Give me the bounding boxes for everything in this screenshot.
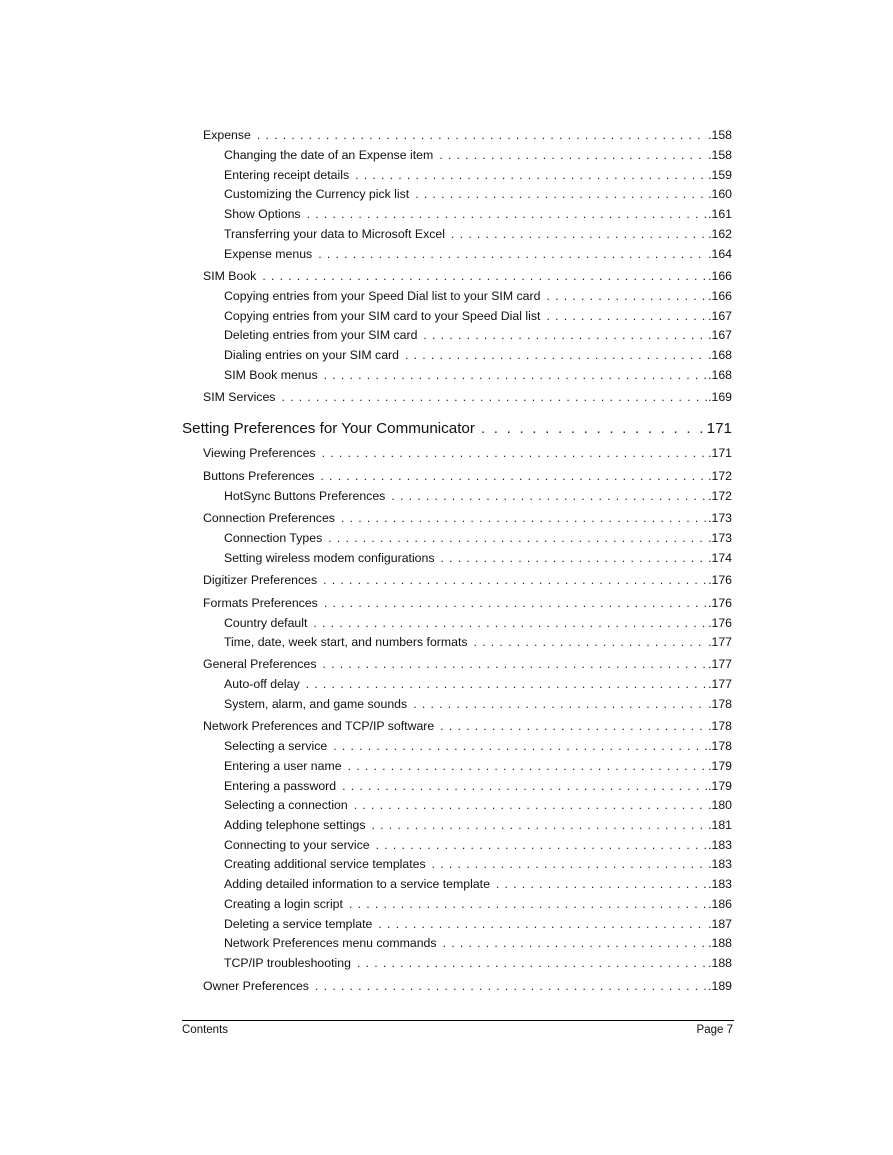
- entry-title: Digitizer Preferences: [203, 573, 318, 587]
- entry-page-number: .183: [708, 838, 732, 852]
- entry-title: Owner Preferences: [203, 979, 309, 993]
- entry-page-number: .178: [708, 697, 732, 711]
- entry-page-number: .160: [708, 187, 732, 201]
- toc-subsection-entry[interactable]: [224, 838, 732, 852]
- toc-subsection-entry[interactable]: [224, 328, 732, 342]
- entry-title: Buttons Preferences: [203, 469, 315, 483]
- toc-section-entry[interactable]: [203, 269, 732, 283]
- dot-leader: [474, 635, 708, 649]
- entry-page-number: .179: [708, 759, 732, 773]
- toc-chapter-entry[interactable]: [182, 420, 732, 437]
- dot-leader: [328, 531, 707, 545]
- toc-section-entry[interactable]: [203, 511, 732, 525]
- footer-page-number: Page 7: [696, 1024, 733, 1036]
- dot-leader: [405, 348, 707, 362]
- toc-subsection-entry[interactable]: [224, 227, 732, 241]
- entry-page-number: .158: [708, 148, 732, 162]
- dot-leader: [324, 596, 707, 610]
- entry-title: Connecting to your service: [224, 838, 370, 852]
- toc-subsection-entry[interactable]: [224, 489, 732, 503]
- dot-leader: [315, 979, 707, 993]
- dot-leader: [372, 818, 708, 832]
- toc-section-entry[interactable]: [203, 596, 732, 610]
- entry-title: Network Preferences menu commands: [224, 936, 437, 950]
- toc-section-entry[interactable]: [203, 979, 732, 993]
- toc-subsection-entry[interactable]: [224, 697, 732, 711]
- dot-leader: [322, 657, 707, 671]
- dot-leader: [322, 446, 708, 460]
- toc-subsection-entry[interactable]: [224, 818, 732, 832]
- toc-subsection-entry[interactable]: [224, 531, 732, 545]
- toc-subsection-entry[interactable]: [224, 616, 732, 630]
- entry-page-number: .168: [708, 348, 732, 362]
- dot-leader: [391, 489, 707, 503]
- entry-title: SIM Services: [203, 390, 276, 404]
- toc-subsection-entry[interactable]: [224, 168, 732, 182]
- dot-leader: [481, 420, 706, 437]
- entry-title: Dialing entries on your SIM card: [224, 348, 399, 362]
- toc-subsection-entry[interactable]: [224, 348, 732, 362]
- toc-subsection-entry[interactable]: [224, 635, 732, 649]
- toc-section-entry[interactable]: [203, 128, 732, 142]
- entry-page-number: .177: [708, 635, 732, 649]
- entry-page-number: .161: [708, 207, 732, 221]
- entry-page-number: .162: [708, 227, 732, 241]
- toc-subsection-entry[interactable]: [224, 247, 732, 261]
- dot-leader: [357, 956, 707, 970]
- entry-page-number: .177: [708, 657, 732, 671]
- entry-page-number: .180: [708, 798, 732, 812]
- dot-leader: [413, 697, 707, 711]
- toc-section-entry[interactable]: [203, 469, 732, 483]
- entry-page-number: .178: [708, 719, 732, 733]
- entry-title: Setting Preferences for Your Communicator: [182, 420, 475, 437]
- dot-leader: [349, 897, 707, 911]
- entry-page-number: .178: [708, 739, 732, 753]
- dot-leader: [348, 759, 707, 773]
- footer-section-label: Contents: [182, 1024, 229, 1036]
- entry-page-number: .159: [708, 168, 732, 182]
- entry-title: Selecting a service: [224, 739, 328, 753]
- dot-leader: [423, 328, 707, 342]
- dot-leader: [307, 207, 708, 221]
- entry-page-number: .172: [708, 489, 732, 503]
- dot-leader: [281, 390, 707, 404]
- dot-leader: [262, 269, 707, 283]
- toc-section-entry[interactable]: [203, 657, 732, 671]
- toc-subsection-entry[interactable]: [224, 207, 732, 221]
- entry-page-number: .187: [708, 917, 732, 931]
- dot-leader: [323, 573, 707, 587]
- entry-title: Transferring your data to Microsoft Excel: [224, 227, 445, 241]
- toc-subsection-entry[interactable]: [224, 857, 732, 871]
- entry-page-number: .174: [708, 551, 732, 565]
- entry-page-number: .181: [708, 818, 732, 832]
- entry-page-number: .166: [708, 269, 732, 283]
- entry-page-number: .166: [708, 289, 732, 303]
- entry-page-number: .188: [708, 956, 732, 970]
- entry-page-number: .167: [708, 309, 732, 323]
- entry-title: Entering receipt details: [224, 168, 350, 182]
- entry-page-number: .167: [708, 328, 732, 342]
- entry-title: General Preferences: [203, 657, 317, 671]
- dot-leader: [443, 936, 708, 950]
- entry-title: System, alarm, and game sounds: [224, 697, 408, 711]
- entry-page-number: .168: [708, 368, 732, 382]
- toc-section-entry[interactable]: [203, 573, 732, 587]
- entry-title: TCP/IP troubleshooting: [224, 956, 351, 970]
- toc-subsection-entry[interactable]: [224, 368, 732, 382]
- dot-leader: [355, 168, 707, 182]
- entry-page-number: .173: [708, 531, 732, 545]
- entry-page-number: .172: [708, 469, 732, 483]
- entry-title: Auto-off delay: [224, 677, 300, 691]
- entry-title: Expense: [203, 128, 251, 142]
- toc-subsection-entry[interactable]: [224, 187, 732, 201]
- toc-section-entry[interactable]: [203, 446, 732, 460]
- entry-title: Network Preferences and TCP/IP software: [203, 719, 435, 733]
- entry-title: Copying entries from your SIM card to your Speed Dial list: [224, 309, 541, 323]
- entry-title: SIM Book menus: [224, 368, 318, 382]
- entry-title: SIM Book: [203, 269, 257, 283]
- entry-title: Changing the date of an Expense item: [224, 148, 434, 162]
- dot-leader: [257, 128, 707, 142]
- dot-leader: [441, 551, 708, 565]
- entry-title: Time, date, week start, and numbers formats: [224, 635, 468, 649]
- toc-subsection-entry[interactable]: [224, 759, 732, 773]
- toc-subsection-entry[interactable]: [224, 779, 732, 793]
- entry-title: Creating a login script: [224, 897, 343, 911]
- entry-title: Selecting a connection: [224, 798, 348, 812]
- toc-subsection-entry[interactable]: [224, 551, 732, 565]
- dot-leader: [546, 289, 707, 303]
- dot-leader: [318, 247, 707, 261]
- dot-leader: [333, 739, 707, 753]
- dot-leader: [451, 227, 707, 241]
- footer-rule: [182, 1020, 734, 1021]
- entry-page-number: .176: [708, 573, 732, 587]
- entry-page-number: .186: [708, 897, 732, 911]
- entry-title: Setting wireless modem configurations: [224, 551, 435, 565]
- dot-leader: [354, 798, 707, 812]
- entry-page-number: .176: [708, 596, 732, 610]
- entry-page-number: .169: [708, 390, 732, 404]
- entry-title: Deleting a service template: [224, 917, 373, 931]
- dot-leader: [324, 368, 707, 382]
- dot-leader: [313, 616, 707, 630]
- toc-subsection-entry[interactable]: [224, 289, 732, 303]
- toc-subsection-entry[interactable]: [224, 148, 732, 162]
- entry-title: Show Options: [224, 207, 301, 221]
- entry-title: Formats Preferences: [203, 596, 318, 610]
- dot-leader: [341, 511, 707, 525]
- entry-title: Connection Preferences: [203, 511, 335, 525]
- entry-title: Creating additional service templates: [224, 857, 426, 871]
- dot-leader: [342, 779, 707, 793]
- entry-page-number: .189: [708, 979, 732, 993]
- entry-page-number: .183: [708, 877, 732, 891]
- toc-subsection-entry[interactable]: [224, 739, 732, 753]
- dot-leader: [440, 719, 707, 733]
- entry-title: Entering a password: [224, 779, 337, 793]
- entry-title: Expense menus: [224, 247, 313, 261]
- dot-leader: [439, 148, 707, 162]
- toc-subsection-entry[interactable]: [224, 877, 732, 891]
- entry-title: Copying entries from your Speed Dial list to your SIM card: [224, 289, 541, 303]
- entry-page-number: .183: [708, 857, 732, 871]
- toc-section-entry[interactable]: [203, 719, 732, 733]
- entry-page-number: .173: [708, 511, 732, 525]
- dot-leader: [320, 469, 707, 483]
- entry-page-number: .177: [708, 677, 732, 691]
- entry-title: Country default: [224, 616, 308, 630]
- dot-leader: [415, 187, 707, 201]
- entry-title: Deleting entries from your SIM card: [224, 328, 418, 342]
- toc-subsection-entry[interactable]: [224, 936, 732, 950]
- entry-title: Customizing the Currency pick list: [224, 187, 410, 201]
- entry-page-number: .176: [708, 616, 732, 630]
- toc-subsection-entry[interactable]: [224, 677, 732, 691]
- entry-title: Connection Types: [224, 531, 323, 545]
- dot-leader: [432, 857, 707, 871]
- entry-page-number: .171: [708, 446, 732, 460]
- entry-title: Viewing Preferences: [203, 446, 316, 460]
- entry-page-number: 171: [706, 420, 732, 437]
- entry-title: Adding detailed information to a service template: [224, 877, 490, 891]
- toc-section-entry[interactable]: [203, 390, 732, 404]
- toc-subsection-entry[interactable]: [224, 798, 732, 812]
- entry-page-number: .158: [708, 128, 732, 142]
- toc-subsection-entry[interactable]: [224, 897, 732, 911]
- toc-subsection-entry[interactable]: [224, 956, 732, 970]
- entry-title: HotSync Buttons Preferences: [224, 489, 386, 503]
- toc-subsection-entry[interactable]: [224, 309, 732, 323]
- dot-leader: [306, 677, 707, 691]
- entry-page-number: .179: [708, 779, 732, 793]
- dot-leader: [496, 877, 707, 891]
- toc-subsection-entry[interactable]: [224, 917, 732, 931]
- entry-title: Adding telephone settings: [224, 818, 366, 832]
- entry-page-number: .164: [708, 247, 732, 261]
- dot-leader: [376, 838, 707, 852]
- entry-title: Entering a user name: [224, 759, 342, 773]
- dot-leader: [546, 309, 707, 323]
- dot-leader: [378, 917, 707, 931]
- entry-page-number: .188: [708, 936, 732, 950]
